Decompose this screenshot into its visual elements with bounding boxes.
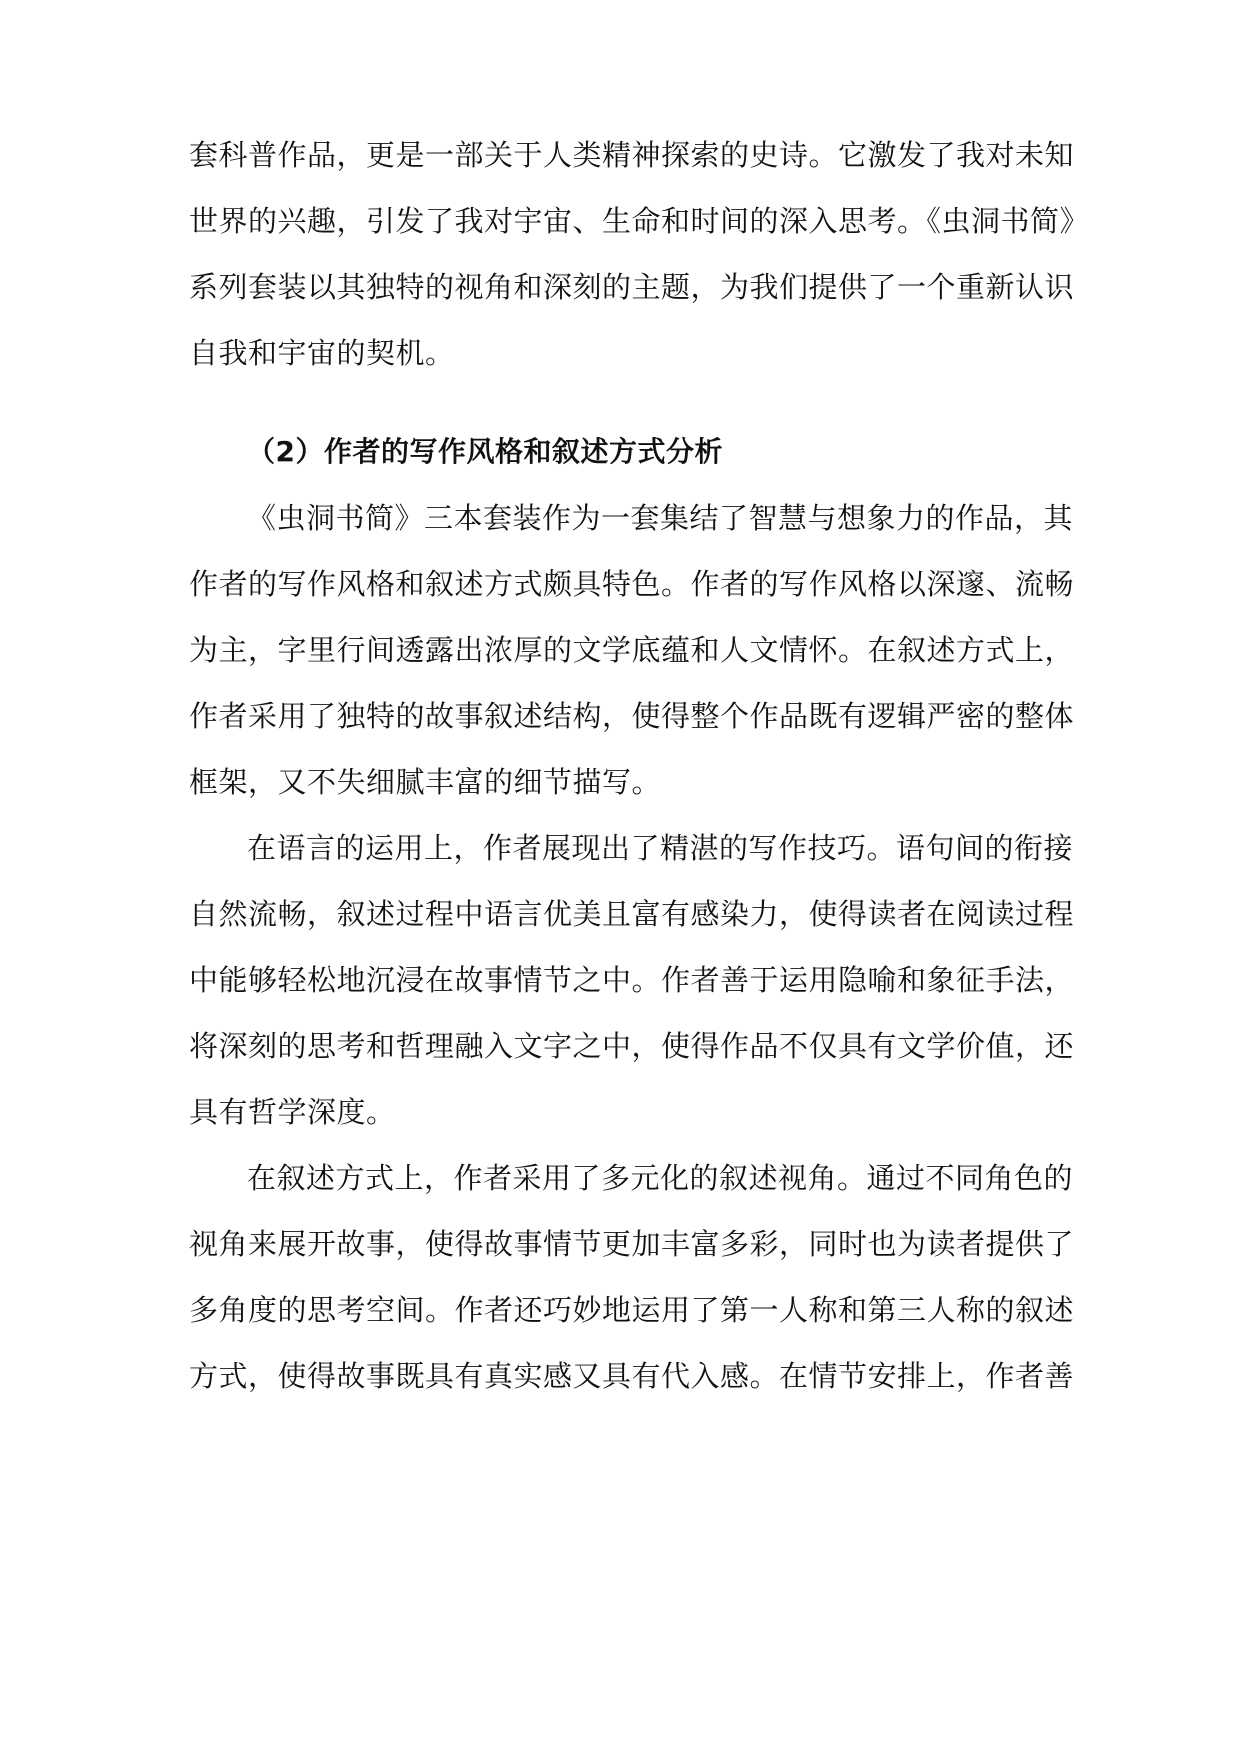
text-line: 视角来展开故事，使得故事情节更加丰富多彩，同时也为读者提供了	[189, 1227, 1075, 1261]
text-line: 在叙述方式上，作者采用了多元化的叙述视角。通过不同角色的	[247, 1161, 1074, 1195]
text-line: 具有哲学深度。	[189, 1095, 396, 1129]
text-line: 将深刻的思考和哲理融入文字之中，使得作品不仅具有文学价值，还	[189, 1029, 1075, 1063]
text-line: 方式，使得故事既具有真实感又具有代入感。在情节安排上，作者善	[189, 1359, 1075, 1393]
text-line: 框架，又不失细腻丰富的细节描写。	[189, 765, 662, 799]
text-line: 套科普作品，更是一部关于人类精神探索的史诗。它激发了我对未知	[189, 138, 1075, 172]
text-line: 自然流畅，叙述过程中语言优美且富有感染力，使得读者在阅读过程	[189, 897, 1075, 931]
text-line: 多角度的思考空间。作者还巧妙地运用了第一人称和第三人称的叙述	[189, 1293, 1075, 1327]
text-line: 中能够轻松地沉浸在故事情节之中。作者善于运用隐喻和象征手法，	[189, 963, 1075, 997]
text-line: 作者采用了独特的故事叙述结构，使得整个作品既有逻辑严密的整体	[189, 699, 1075, 733]
text-line: 世界的兴趣，引发了我对宇宙、生命和时间的深入思考。《虫洞书简》	[189, 204, 1090, 238]
text-line: 系列套装以其独特的视角和深刻的主题，为我们提供了一个重新认识	[189, 270, 1075, 304]
section-heading: （2）作者的写作风格和叙述方式分析	[247, 435, 723, 468]
text-line: 为主，字里行间透露出浓厚的文学底蕴和人文情怀。在叙述方式上，	[189, 633, 1075, 667]
text-line: 在语言的运用上，作者展现出了精湛的写作技巧。语句间的衔接	[247, 831, 1074, 865]
text-line: 作者的写作风格和叙述方式颇具特色。作者的写作风格以深邃、流畅	[189, 567, 1075, 601]
text-line: 自我和宇宙的契机。	[189, 336, 455, 370]
text-line: 《虫洞书简》三本套装作为一套集结了智慧与想象力的作品，其	[247, 501, 1074, 535]
